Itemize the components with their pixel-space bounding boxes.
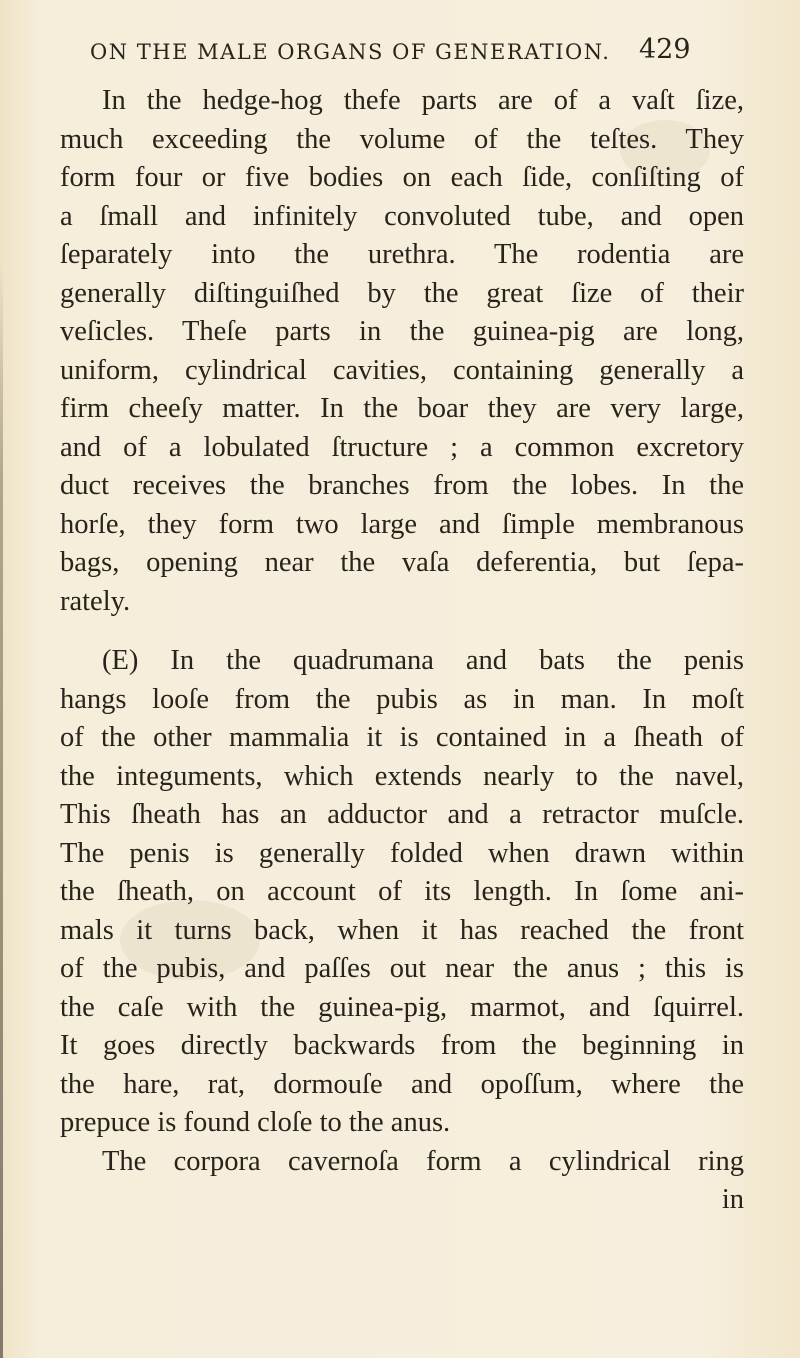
text-line: It goes directly backwards from the beginning in [60,1030,744,1061]
text-line: much exceeding the volume of the teſtes. They [60,123,744,155]
text-line: prepuce is found cloſe to the anus. [60,1107,451,1138]
text-line: of the pubis, and paſſes out near the anus ; this is [60,953,744,984]
text-line: of the other mammalia it is contained in a ſheath of [60,722,744,753]
text-line: The corpora cavernoſa form a cylindrical ring [102,1145,744,1177]
text-line: The penis is generally folded when drawn within [60,837,744,869]
paragraph-2 [60,642,744,1220]
running-title: ON THE MALE ORGANS OF GENERATION. [90,40,611,64]
text-line: the caſe with the guinea-pig, marmot, and ſquirrel. [60,991,744,1023]
text-line: bags, opening near the vaſa deferentia, but ſepa- [60,547,744,578]
text-line: form four or five bodies on each ſide, conſiſting of [60,162,744,193]
text-line: ſeparately into the urethra. The rodentia are [60,239,744,270]
text-line: generally diſtinguiſhed by the great ſize of their [60,277,744,309]
text-line: firm cheeſy matter. In the boar they are very large, [60,393,744,424]
text-line: a ſmall and infinitely convoluted tube, and open [60,200,744,232]
text-line: In the hedge-hog thefe parts are of a vaſt ſize, [102,85,744,116]
paragraph-gap [60,621,744,642]
text-line: veſicles. Theſe parts in the guinea-pig are long, [60,316,744,347]
paragraph-1 [60,82,744,621]
text-line: (E) In the quadrumana and bats the penis [102,645,744,676]
text-line: duct receives the branches from the lobes. In the [60,470,744,501]
page-header [90,34,690,74]
text-line: mals it turns back, when it has reached the front [60,914,744,946]
text-line: hangs looſe from the pubis as in man. In moſt [60,683,744,715]
page-edge-shadow [0,260,3,1358]
text-line: horſe, they form two large and ſimple membranous [60,508,744,540]
text-line: rately. [60,585,131,617]
text-line: This ſheath has an adductor and a retractor muſcle. [60,799,744,830]
catchword: in [721,1184,744,1215]
text-line: the hare, rat, dormouſe and opoſſum, where the [60,1068,744,1100]
text-line: and of a lobulated ſtructure ; a common excretory [60,431,744,463]
text-line: the ſheath, on account of its length. In ſome ani- [60,876,744,907]
text-line: the integuments, which extends nearly to the navel, [60,760,744,792]
body-text [60,82,744,1220]
page-number: 429 [639,34,691,65]
text-line: uniform, cylindrical cavities, containing generally a [60,354,744,386]
